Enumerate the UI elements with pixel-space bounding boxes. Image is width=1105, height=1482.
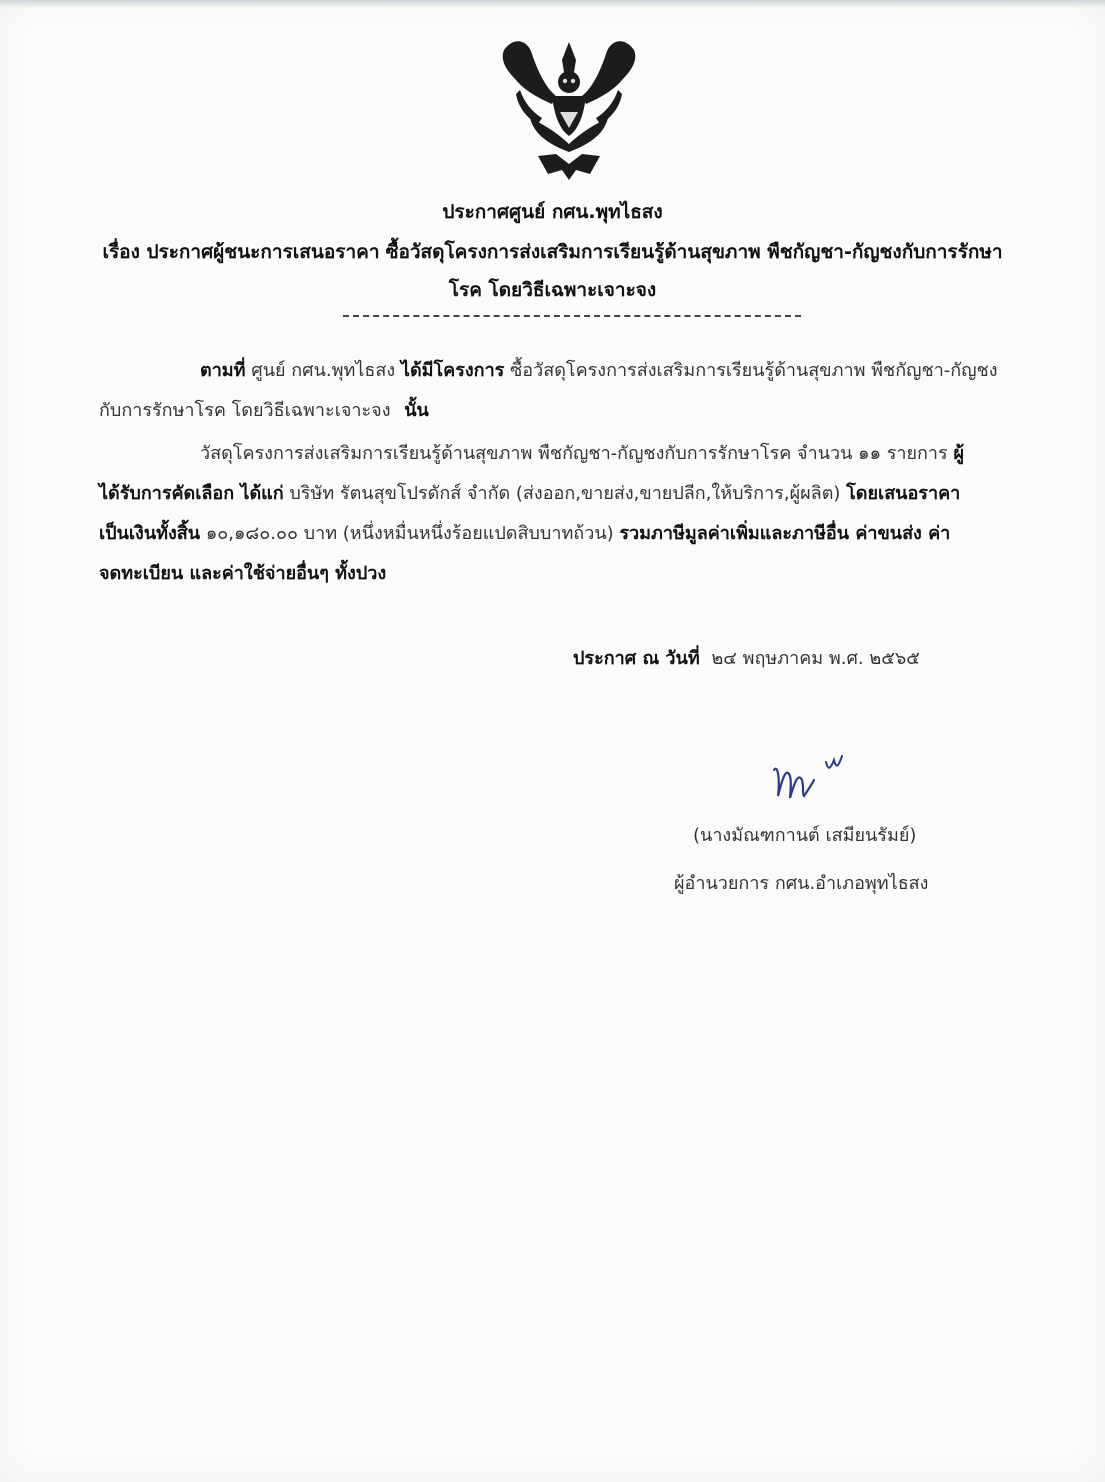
label-according: ตามที่ [200, 360, 246, 381]
date-value: ๒๔ พฤษภาคม พ.ศ. ๒๕๖๕ [711, 648, 920, 669]
garuda-emblem [494, 32, 644, 184]
separator-line [343, 315, 801, 317]
subject-prefix: เรื่อง ประกาศผู้ชนะการเสนอราคา [102, 241, 380, 263]
org-name: ศูนย์ กศน.พุทไธสง [251, 360, 396, 381]
label-has-project: ได้มีโครงการ [400, 360, 505, 381]
signature-image [768, 750, 858, 808]
announce-date [573, 643, 920, 672]
items-text: วัสดุโครงการส่งเสริมการเรียนรู้ด้านสุขภาพ พืชกัญชา-กัญชงกับการรักษาโรค จำนวน ๑๑ รายการ [200, 443, 948, 464]
paragraph-2-line-2 [99, 478, 960, 507]
project-name: ซื้อวัสดุโครงการส่งเสริมการเรียนรู้ด้านสุขภาพ พืชกัญชา-กัญชง [510, 360, 998, 381]
amount: ๑๐,๑๘๐.๐๐ บาท (หนึ่งหมื่นหนึ่งร้อยแปดสิบบาทถ้วน) [205, 523, 614, 544]
label-total: เป็นเงินทั้งสิ้น [99, 523, 201, 544]
issuer-title: ประกาศศูนย์ กศน.พุทไธสง [442, 201, 663, 223]
label-offer-price: โดยเสนอราคา [846, 483, 961, 504]
subject-line-2: โรค โดยวิธีเฉพาะเจาะจง [448, 279, 657, 301]
paragraph-2-line-1 [200, 438, 964, 467]
paragraph-2-line-4: จดทะเบียน และค่าใช้จ่ายอื่นๆ ทั้งปวง [99, 563, 387, 584]
label-selected-a: ผู้ [953, 443, 964, 464]
paragraph-1-line-2 [99, 395, 429, 424]
subject-line-1 [0, 237, 1105, 267]
label-that: นั้น [404, 400, 429, 421]
paragraph-1-line-1 [200, 355, 998, 384]
paragraph-2-line-3 [99, 518, 950, 547]
label-selected-b: ได้รับการคัดเลือก ได้แก่ [99, 483, 284, 504]
company-name: บริษัท รัตนสุขโปรดักส์ จำกัด (ส่งออก,ขายส่ง,ขายปลีก,ให้บริการ,ผู้ผลิต) [289, 483, 841, 504]
project-name-cont: กับการรักษาโรค โดยวิธีเฉพาะเจาะจง [99, 400, 391, 421]
subject-text: ซื้อวัสดุโครงการส่งเสริมการเรียนรู้ด้านสุขภาพ พืชกัญชา-กัญชงกับการรักษา [385, 241, 1003, 263]
signatory-name: (นางมัณฑกานต์ เสมียนรัมย์) [693, 825, 917, 846]
label-vat: รวมภาษีมูลค่าเพิ่มและภาษีอื่น ค่าขนส่ง ค่า [619, 523, 951, 544]
scan-edge [0, 0, 1105, 8]
signatory-position: ผู้อำนวยการ กศน.อำเภอพุทไธสง [674, 873, 929, 894]
date-label: ประกาศ ณ วันที่ [573, 648, 700, 669]
